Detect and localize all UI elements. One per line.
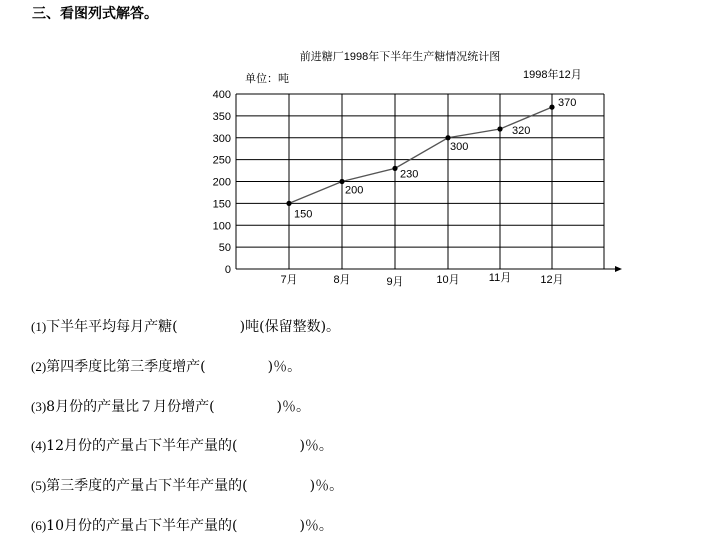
question-text-before: 10月份的产量占下半年产量的(	[46, 518, 238, 534]
question-text-before: 第四季度比第三季度增产(	[46, 359, 206, 375]
y-tick-label: 150	[212, 198, 231, 211]
question-number: (4)	[31, 438, 47, 453]
question-item	[31, 515, 333, 535]
data-label: 200	[345, 184, 364, 197]
data-point	[549, 105, 554, 110]
question-item	[31, 435, 333, 455]
x-tick-label: 12月	[540, 274, 564, 286]
unit-label: 单位：吨	[245, 73, 289, 85]
section-heading: 三、看图列式解答。	[32, 6, 158, 22]
question-text-after: )％。	[299, 438, 333, 454]
data-point	[286, 201, 291, 206]
question-text-before: 下半年平均每月产糖(	[46, 319, 178, 335]
y-tick-label: 400	[212, 89, 231, 101]
chart-axes	[236, 266, 622, 272]
data-label: 230	[400, 168, 419, 181]
question-text-after: )％。	[276, 399, 311, 415]
question-number: (5)	[31, 478, 47, 493]
question-text-after: )％。	[309, 478, 344, 494]
chart-grid	[236, 94, 604, 269]
y-tick-label: 50	[218, 242, 231, 255]
question-text-after: )％。	[299, 518, 333, 534]
question-number: (3)	[31, 399, 47, 414]
question-text-before: 第三季度的产量占下半年产量的(	[46, 478, 248, 494]
data-label: 300	[450, 140, 469, 153]
question-item	[31, 316, 340, 336]
y-tick-label: 350	[212, 110, 231, 123]
question-text-after: )吨(保留整数)。	[239, 319, 341, 335]
series-line	[289, 107, 552, 203]
question-number: (1)	[31, 319, 47, 334]
data-label: 150	[294, 208, 313, 221]
data-point	[445, 135, 450, 140]
y-tick-label: 100	[212, 220, 231, 233]
x-tick-label: 11月	[488, 272, 512, 284]
x-tick-label: 10月	[436, 274, 460, 286]
chart-tick-labels	[213, 89, 564, 288]
data-label: 320	[512, 125, 531, 137]
x-tick-label: 9月	[386, 276, 404, 288]
data-point	[339, 179, 344, 184]
y-tick-label: 250	[212, 154, 231, 167]
y-tick-label: 300	[212, 132, 231, 145]
y-tick-label: 0	[224, 264, 231, 276]
question-text-after: )％。	[267, 359, 302, 375]
question-text-before: 8月份的产量比７月份增产(	[46, 399, 215, 415]
question-item	[31, 356, 301, 376]
data-point	[392, 166, 397, 171]
date-note: 1998年12月	[523, 69, 582, 81]
data-label: 370	[558, 97, 577, 110]
data-point	[497, 126, 502, 131]
chart-title: 前进糖厂1998年下半年生产糖情况统计图	[299, 51, 501, 63]
x-axis-arrow-icon	[615, 266, 622, 272]
x-tick-label: 7月	[280, 274, 298, 286]
question-text-before: 12月份的产量占下半年产量的(	[46, 438, 238, 454]
question-item	[31, 396, 310, 416]
question-item	[31, 475, 343, 495]
x-tick-label: 8月	[333, 274, 351, 286]
question-number: (2)	[31, 359, 47, 374]
question-number: (6)	[31, 518, 47, 533]
y-tick-label: 200	[212, 176, 231, 189]
